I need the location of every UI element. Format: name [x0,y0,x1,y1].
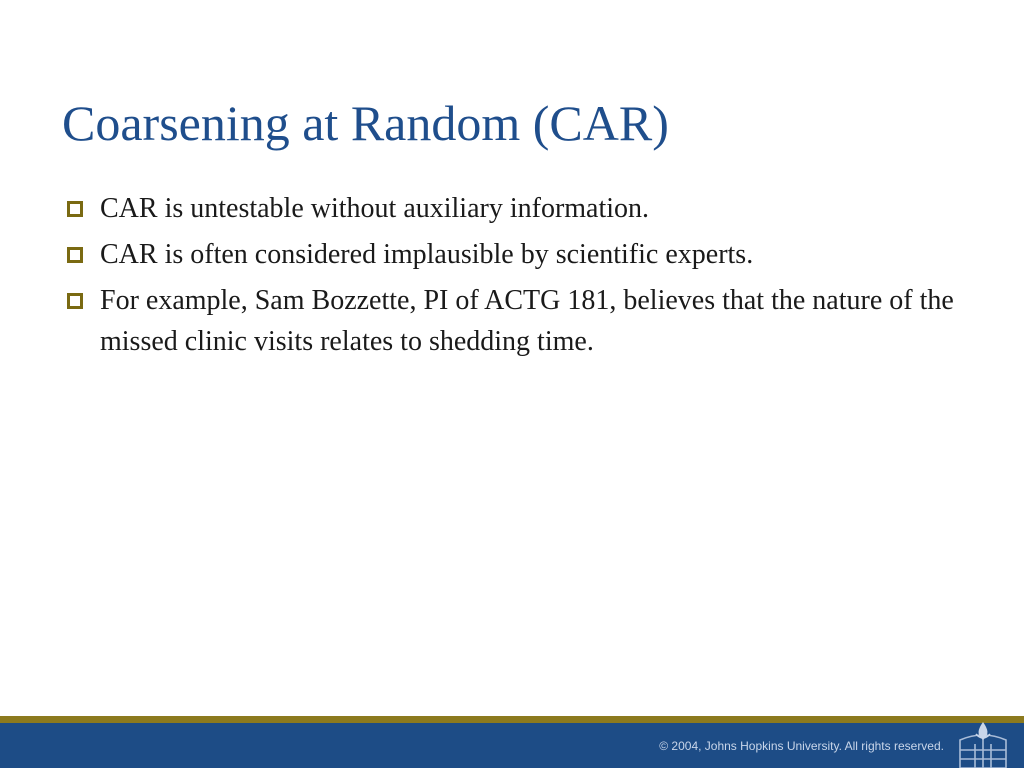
bullet-item [64,188,984,229]
bullet-item [64,234,984,275]
bullet-item [64,280,984,362]
bullet-text: For example, Sam Bozzette, PI of ACTG 181, believes that the nature of the missed clinic visits relates to shedding time. [100,285,954,357]
slide-title: Coarsening at Random (CAR) [62,95,669,151]
university-shield-icon [956,720,1010,768]
square-bullet-icon [67,201,83,217]
footer-gold-rule [0,716,1024,723]
bullet-text: CAR is untestable without auxiliary information. [100,193,650,224]
square-bullet-icon [67,293,83,309]
bullet-text: CAR is often considered implausible by scientific experts. [100,239,754,270]
copyright-notice: © 2004, Johns Hopkins University. All rights reserved. [659,739,944,753]
bullet-list [64,188,984,367]
square-bullet-icon [67,247,83,263]
